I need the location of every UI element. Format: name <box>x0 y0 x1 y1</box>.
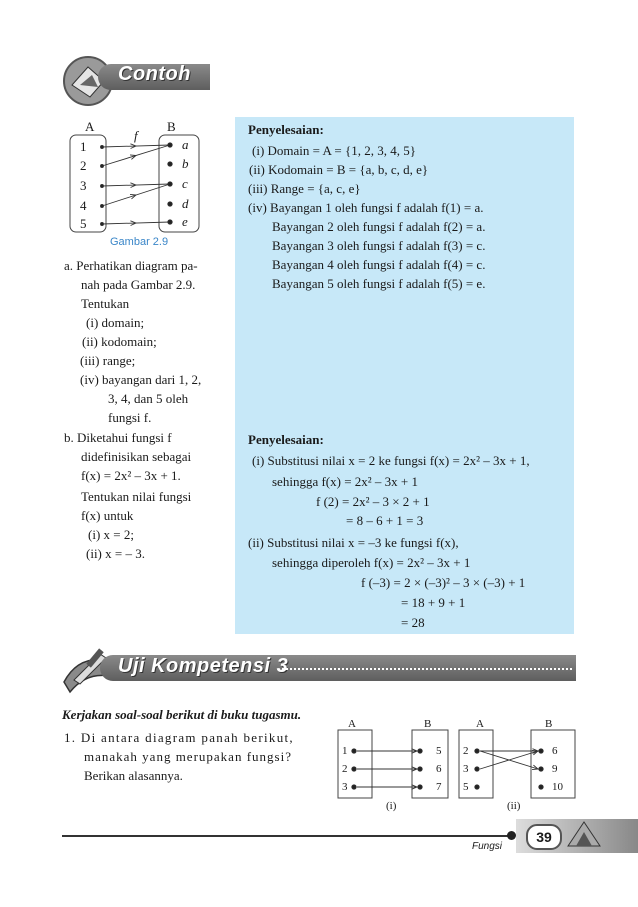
example-a-line-1: a. Perhatikan diagram pa- <box>64 258 198 273</box>
uji-title: Uji Kompetensi 3 <box>118 655 289 677</box>
solution-b-line: f (2) = 2x² – 3 × 2 + 1 <box>316 494 430 509</box>
diagram-ii-caption: (ii) <box>507 800 521 812</box>
solution-a-line: (iv) Bayangan 1 oleh fungsi f adalah f(1) = a. <box>248 200 484 215</box>
diagram-29-domain-item: 4 <box>80 198 87 213</box>
diagram-i-point <box>418 785 422 789</box>
diagram-29-label-b: B <box>167 119 176 134</box>
footer-rule-dot <box>507 831 516 840</box>
diagram-29-point <box>168 220 172 224</box>
solution-b-heading: Penyelesaian: <box>248 432 324 447</box>
diagram-29-domain-item: 1 <box>80 139 87 154</box>
diagram-29-codomain-item: c <box>182 176 188 191</box>
diagram-ii-point <box>475 785 479 789</box>
diagram-29-point <box>101 223 104 226</box>
solution-b-line: = 8 – 6 + 1 = 3 <box>346 513 424 528</box>
diagram-29-point <box>101 185 104 188</box>
solution-b-line: = 28 <box>401 615 425 630</box>
diagram-i-label-b: B <box>424 718 432 730</box>
diagram-ii-point <box>539 785 543 789</box>
solution-b-line: sehingga f(x) = 2x² – 3x + 1 <box>272 474 419 489</box>
diagram-ii-codomain-item: 6 <box>552 745 558 757</box>
diagram-29-caption: Gambar 2.9 <box>110 236 169 248</box>
example-a-item-cont: 3, 4, dan 5 oleh <box>108 391 189 406</box>
diagram-29-point <box>101 165 104 168</box>
diagram-i-point <box>418 749 422 753</box>
diagram-29-codomain-item: b <box>182 156 189 171</box>
diagram-29-domain-item: 5 <box>80 216 87 231</box>
diagram-29-label-f: f <box>134 128 138 143</box>
diagram-i-point <box>418 767 422 771</box>
diagram-ii-codomain-item: 9 <box>552 763 558 775</box>
solution-b-line: = 18 + 9 + 1 <box>401 595 466 610</box>
diagram-ii-label-a: A <box>476 718 484 730</box>
solution-b-line: sehingga diperoleh f(x) = 2x² – 3x + 1 <box>272 555 471 570</box>
example-b-line: (ii) x = – 3. <box>86 546 145 561</box>
footer-section: Fungsi <box>472 841 503 852</box>
example-a-item: (ii) kodomain; <box>82 334 157 349</box>
example-b-line: f(x) = 2x² – 3x + 1. <box>81 468 181 483</box>
diagram-ii-label-b: B <box>545 718 553 730</box>
diagram-29-point <box>168 143 172 147</box>
footer-rule <box>62 835 512 837</box>
diagram-i-domain-item: 1 <box>342 745 348 757</box>
diagram-29-domain-item: 3 <box>80 178 87 193</box>
diagram-ii-domain-item: 3 <box>463 763 469 775</box>
arrow-diagram-ii <box>455 720 585 800</box>
diagram-29-codomain-item: d <box>182 196 189 211</box>
instruction-text: Kerjakan soal-soal berikut di buku tugasmu. <box>62 707 302 722</box>
diagram-29-codomain-item: a <box>182 137 189 152</box>
example-a-item-cont: fungsi f. <box>108 410 152 425</box>
example-a-item: (iii) range; <box>80 353 136 368</box>
solution-a-line: Bayangan 4 oleh fungsi f adalah f(4) = c. <box>272 257 486 272</box>
diagram-ii-codomain-item: 10 <box>552 781 563 793</box>
diagram-i-codomain-item: 5 <box>436 745 442 757</box>
solution-b-line: f (–3) = 2 × (–3)² – 3 × (–3) + 1 <box>361 575 526 590</box>
diagram-i-point <box>352 767 356 771</box>
solution-b-line: (i) Substitusi nilai x = 2 ke fungsi f(x) = 2x² – 3x + 1, <box>252 453 530 468</box>
diagram-ii-point <box>475 749 479 753</box>
solution-a-line: Bayangan 3 oleh fungsi f adalah f(3) = c. <box>272 238 486 253</box>
diagram-i-point <box>352 785 356 789</box>
example-b-line: f(x) untuk <box>81 508 134 523</box>
diagram-i-domain-item: 2 <box>342 763 348 775</box>
solution-b-line: (ii) Substitusi nilai x = –3 ke fungsi f(x), <box>248 535 459 550</box>
diagram-ii-point <box>539 767 543 771</box>
solution-a-heading: Penyelesaian: <box>248 122 324 137</box>
diagram-i-label-a: A <box>348 718 356 730</box>
diagram-29-point <box>168 202 172 206</box>
diagram-i-codomain-item: 6 <box>436 763 442 775</box>
diagram-ii-domain-item: 5 <box>463 781 469 793</box>
example-a-item: (iv) bayangan dari 1, 2, <box>80 372 202 387</box>
diagram-29-codomain-item: e <box>182 214 188 229</box>
example-b-line: (i) x = 2; <box>88 527 134 542</box>
footer-decor-icon <box>564 818 604 857</box>
diagram-29-point <box>168 182 172 186</box>
question-1-line: 1. Di antara diagram panah berikut, <box>64 730 294 745</box>
solution-a-line: (ii) Kodomain = B = {a, b, c, d, e} <box>249 162 429 177</box>
diagram-29-label-a: A <box>85 119 95 134</box>
diagram-ii-point <box>539 749 543 753</box>
diagram-ii-point <box>475 767 479 771</box>
diagram-29-point <box>168 162 172 166</box>
question-1-line: Berikan alasannya. <box>84 768 183 783</box>
diagram-29-point <box>101 146 104 149</box>
diagram-i-point <box>352 749 356 753</box>
diagram-29-domain-item: 2 <box>80 158 87 173</box>
example-a-item: (i) domain; <box>86 315 145 330</box>
solution-a-line: Bayangan 5 oleh fungsi f adalah f(5) = e. <box>272 276 486 291</box>
diagram-29-point <box>101 205 104 208</box>
question-1-line: manakah yang merupakan fungsi? <box>84 749 292 764</box>
solution-a-line: (iii) Range = {a, c, e} <box>248 181 361 196</box>
footer-page-number: 39 <box>526 824 562 850</box>
solution-a-line: (i) Domain = A = {1, 2, 3, 4, 5} <box>252 143 416 158</box>
contoh-title: Contoh <box>118 63 191 85</box>
example-a-line-3: Tentukan <box>81 296 130 311</box>
example-b-line: didefinisikan sebagai <box>81 449 192 464</box>
example-b-line: b. Diketahui fungsi f <box>64 430 172 445</box>
diagram-i-codomain-item: 7 <box>436 781 442 793</box>
diagram-ii-domain-item: 2 <box>463 745 469 757</box>
example-b-line: Tentukan nilai fungsi <box>81 489 192 504</box>
diagram-i-caption: (i) <box>386 800 397 812</box>
example-a-line-2: nah pada Gambar 2.9. <box>81 277 196 292</box>
diagram-i-domain-item: 3 <box>342 781 348 793</box>
solution-a-line: Bayangan 2 oleh fungsi f adalah f(2) = a. <box>272 219 486 234</box>
